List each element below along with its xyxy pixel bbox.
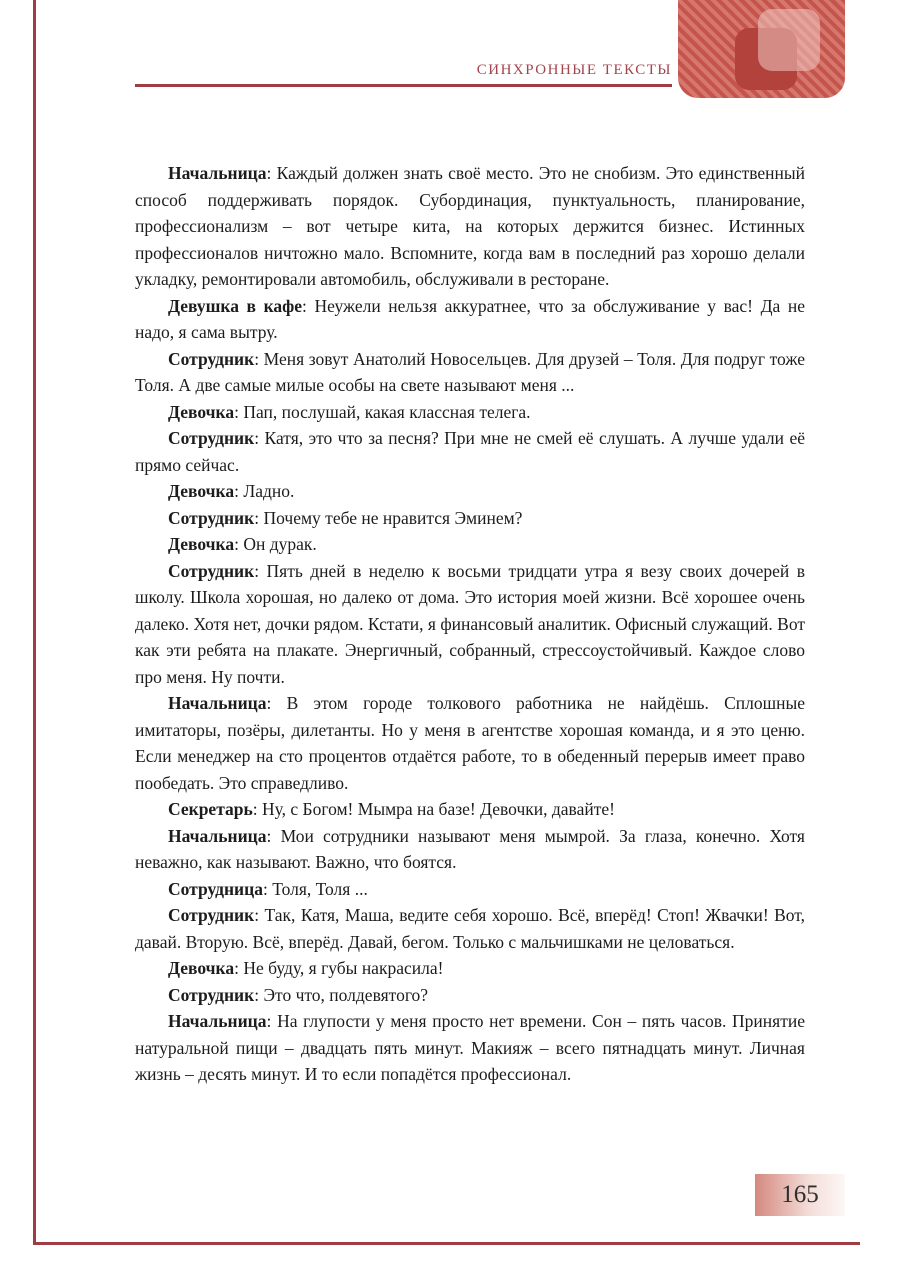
speaker-separator: : [254, 905, 265, 925]
dialogue-paragraph [135, 876, 805, 903]
speaker-name: Сотрудник [168, 905, 255, 925]
speaker-separator: : [234, 401, 244, 422]
dialogue-paragraph [135, 293, 805, 346]
dialogue-line: Пап, послушай, какая классная телега. [243, 401, 531, 422]
dialogue-paragraph [135, 1008, 805, 1088]
speaker-separator: : [302, 295, 315, 316]
dialogue-line: В этом городе толкового работника не найдёшь. Сплошные имитаторы, позёры, дилетанты. Но у меня в агентстве хорошая команда, и я это ценю. Если менеджер на сто процентов отдаётся работе, то в обеденный перерыв имеет право пообедать. Это справедливо. [135, 693, 805, 793]
dialogue-line: Ну, с Богом! Мымра на базе! Девочки, давайте! [262, 799, 615, 819]
dialogue-paragraph [135, 902, 805, 955]
header-rule [135, 84, 672, 87]
speaker-name: Сотрудник [168, 348, 255, 369]
speaker-name: Начальница [168, 693, 267, 713]
speaker-name: Начальница [168, 163, 267, 183]
speaker-separator: : [252, 799, 262, 819]
page-header-title: СИНХРОННЫЕ ТЕКСТЫ [476, 62, 672, 78]
speaker-name: Сотрудница [168, 878, 263, 899]
speaker-separator: : [254, 507, 264, 528]
dialogue-line: Неужели нельзя аккуратнее, что за обслуживание у вас! Да не надо, я сама вытру. [135, 295, 805, 342]
speaker-name: Сотрудник [168, 507, 255, 528]
corner-square-light [758, 9, 820, 71]
dialogue-line: На глупости у меня просто нет времени. Сон – пять часов. Принятие натуральной пищи – двадцать пять минут. Макияж – всего пятнадцать минут. Личная жизнь – десять минут. И то если попадётся профессионал. [135, 1011, 805, 1084]
dialogue-paragraph [135, 796, 805, 823]
dialogue-paragraph [135, 160, 805, 293]
dialogue-line: Ладно. [243, 481, 295, 501]
dialogue-paragraph [135, 690, 805, 796]
speaker-name: Девочка [168, 534, 235, 554]
speaker-separator: : [266, 825, 281, 846]
dialogue-line: Мои сотрудники называют меня мымрой. За глаза, конечно. Хотя неважно, как называют. Важно, что боятся. [135, 825, 805, 872]
dialogue-paragraph [135, 955, 805, 982]
dialogue-line: Почему тебе не нравится Эминем? [263, 507, 523, 528]
dialogue-line: Каждый должен знать своё место. Это не снобизм. Это единственный способ поддерживать порядок. Субординация, пунктуальность, планирование, профессионализм – вот четыре кита, на которых держится бизнес. Истинных профессионалов ничтожно мало. Вспомните, когда вам в последний раз хорошо делали укладку, ремонтировали автомобиль, обслуживали в ресторане. [135, 163, 805, 289]
dialogue-paragraph [135, 505, 805, 532]
dialogue-line: Так, Катя, Маша, ведите себя хорошо. Всё, вперёд! Стоп! Жвачки! Вот, давай. Вторую. Всё, вперёд. Давай, бегом. Только с мальчишками не целоваться. [135, 905, 805, 952]
speaker-separator: : [234, 534, 244, 554]
dialogue-paragraph [135, 823, 805, 876]
dialogue-paragraph [135, 558, 805, 691]
speaker-name: Секретарь [168, 799, 253, 819]
dialogue-paragraph [135, 399, 805, 426]
speaker-name: Начальница [168, 1011, 267, 1031]
dialogue-text-block [135, 160, 805, 1088]
speaker-name: Сотрудник [168, 428, 255, 448]
dialogue-line: Не буду, я губы накрасила! [243, 958, 444, 978]
dialogue-line: Пять дней в неделю к восьми тридцати утра я везу своих дочерей в школу. Школа хорошая, но далеко от дома. Это история моей жизни. Всё хорошее очень далеко. Хотя нет, дочки рядом. Кстати, я финансовый аналитик. Офисный служащий. Вот как эти ребята на плакате. Энергичный, собранный, стрессоустойчивый. Каждое слово про меня. Ну почти. [135, 560, 805, 687]
speaker-separator: : [254, 348, 264, 369]
speaker-separator: : [266, 1011, 278, 1031]
dialogue-line: Он дурак. [243, 534, 317, 554]
speaker-separator: : [254, 984, 264, 1005]
dialogue-paragraph [135, 346, 805, 399]
speaker-separator: : [262, 878, 273, 899]
speaker-separator: : [266, 163, 277, 183]
speaker-name: Девушка в кафе [168, 295, 303, 316]
page-number-box [755, 1174, 845, 1216]
speaker-name: Девочка [168, 401, 235, 422]
dialogue-line: Толя, Толя ... [272, 878, 368, 899]
speaker-separator: : [234, 958, 244, 978]
page-number: 165 [781, 1181, 819, 1208]
dialogue-paragraph [135, 425, 805, 478]
dialogue-line: Меня зовут Анатолий Новосельцев. Для друзей – Толя. Для подруг тоже Толя. А две самые милые особы на свете называют меня ... [135, 348, 805, 395]
speaker-name: Сотрудник [168, 984, 255, 1005]
dialogue-line: Это что, полдевятого? [263, 984, 429, 1005]
speaker-separator: : [266, 693, 287, 713]
speaker-separator: : [254, 428, 265, 448]
dialogue-paragraph [135, 982, 805, 1009]
left-border-rule [33, 0, 36, 1245]
speaker-separator: : [254, 560, 267, 581]
speaker-name: Девочка [168, 958, 235, 978]
speaker-name: Девочка [168, 481, 235, 501]
dialogue-paragraph [135, 531, 805, 558]
dialogue-line: Катя, это что за песня? При мне не смей её слушать. А лучше удали её прямо сейчас. [135, 428, 805, 475]
dialogue-paragraph [135, 478, 805, 505]
corner-decoration [678, 0, 845, 98]
speaker-name: Начальница [168, 825, 267, 846]
speaker-name: Сотрудник [168, 560, 255, 581]
speaker-separator: : [234, 481, 244, 501]
bottom-border-rule [33, 1242, 860, 1245]
